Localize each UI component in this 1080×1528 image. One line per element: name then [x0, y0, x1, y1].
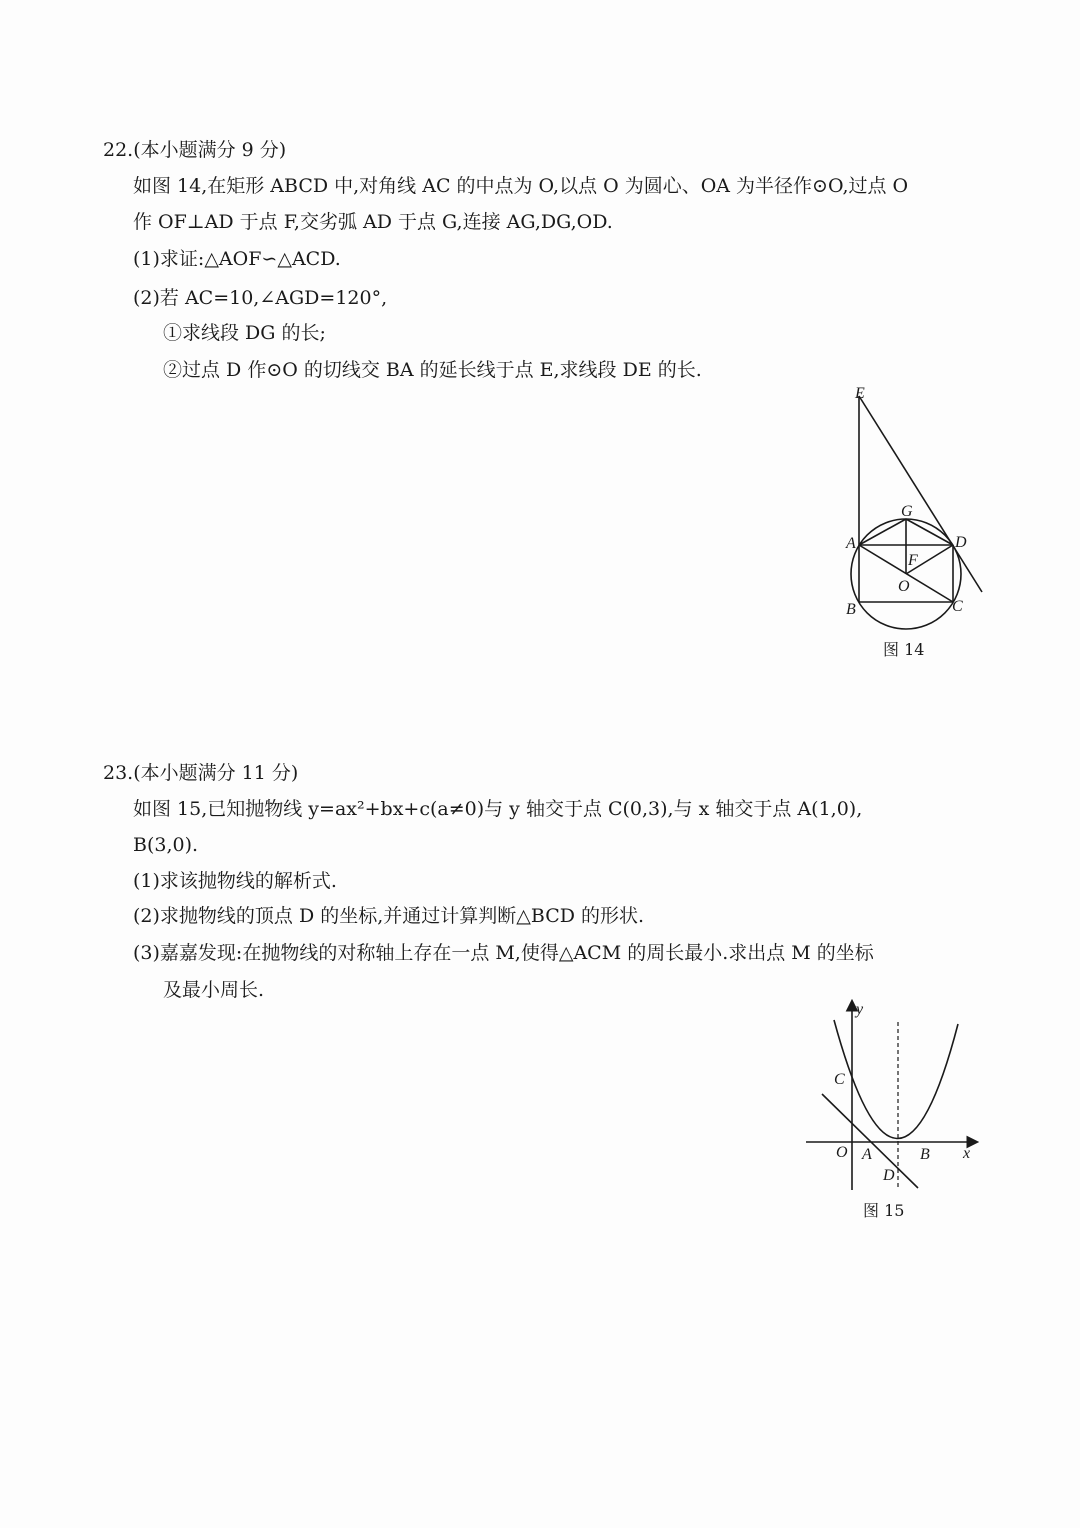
q22-part2-sub1: ①求线段 DG 的长;: [163, 322, 326, 344]
q23-header: 23.(本小题满分 11 分): [103, 762, 299, 784]
q22-part2: (2)若 AC=10,∠AGD=120°,: [133, 287, 388, 309]
q23-part3-line1: (3)嘉嘉发现:在抛物线的对称轴上存在一点 M,使得△ACM 的周长最小.求出点 M 的坐标: [133, 942, 874, 964]
segment-ag: [859, 519, 906, 545]
label-o: O: [898, 578, 910, 595]
label-g: G: [901, 503, 913, 520]
q22-header: 22.(本小题满分 9 分): [103, 139, 287, 161]
line-bc: [822, 1094, 918, 1188]
q23-stem-line2: B(3,0).: [133, 834, 199, 856]
figure-14-geometry: [830, 380, 1000, 630]
q23-part1: (1)求该抛物线的解析式.: [133, 870, 337, 892]
label-o: O: [836, 1144, 848, 1161]
label-x-axis: x: [963, 1145, 971, 1162]
label-c: C: [834, 1071, 845, 1088]
figure-14-caption: 图 14: [883, 640, 925, 659]
label-a: A: [846, 535, 856, 552]
q22-stem-line1: 如图 14,在矩形 ABCD 中,对角线 AC 的中点为 O,以点 O 为圆心、OA 为半径作⊙O,过点 O: [133, 175, 909, 197]
label-b: B: [920, 1146, 930, 1163]
q22-stem-line2: 作 OF⊥AD 于点 F,交劣弧 AD 于点 G,连接 AG,DG,OD.: [133, 211, 613, 233]
q23-part3-line2: 及最小周长.: [163, 979, 265, 1001]
q23-part2: (2)求抛物线的顶点 D 的坐标,并通过计算判断△BCD 的形状.: [133, 905, 645, 927]
label-d: D: [955, 534, 967, 551]
label-e: E: [855, 385, 865, 402]
q22-part1: (1)求证:△AOF∽△ACD.: [133, 248, 341, 270]
figure-15-caption: 图 15: [863, 1201, 905, 1220]
label-a: A: [862, 1146, 872, 1163]
label-f: F: [908, 552, 918, 569]
q23-stem-line1: 如图 15,已知抛物线 y=ax²+bx+c(a≠0)与 y 轴交于点 C(0,3),与 x 轴交于点 A(1,0),: [133, 798, 863, 820]
figure-15-parabola: [800, 995, 990, 1195]
q22-part2-sub2: ②过点 D 作⊙O 的切线交 BA 的延长线于点 E,求线段 DE 的长.: [163, 359, 702, 381]
label-d: D: [883, 1167, 895, 1184]
tangent-line-de: [859, 396, 982, 592]
label-y-axis: y: [856, 1001, 864, 1018]
segment-dg: [906, 519, 953, 545]
label-c: C: [952, 598, 963, 615]
label-b: B: [846, 601, 856, 618]
